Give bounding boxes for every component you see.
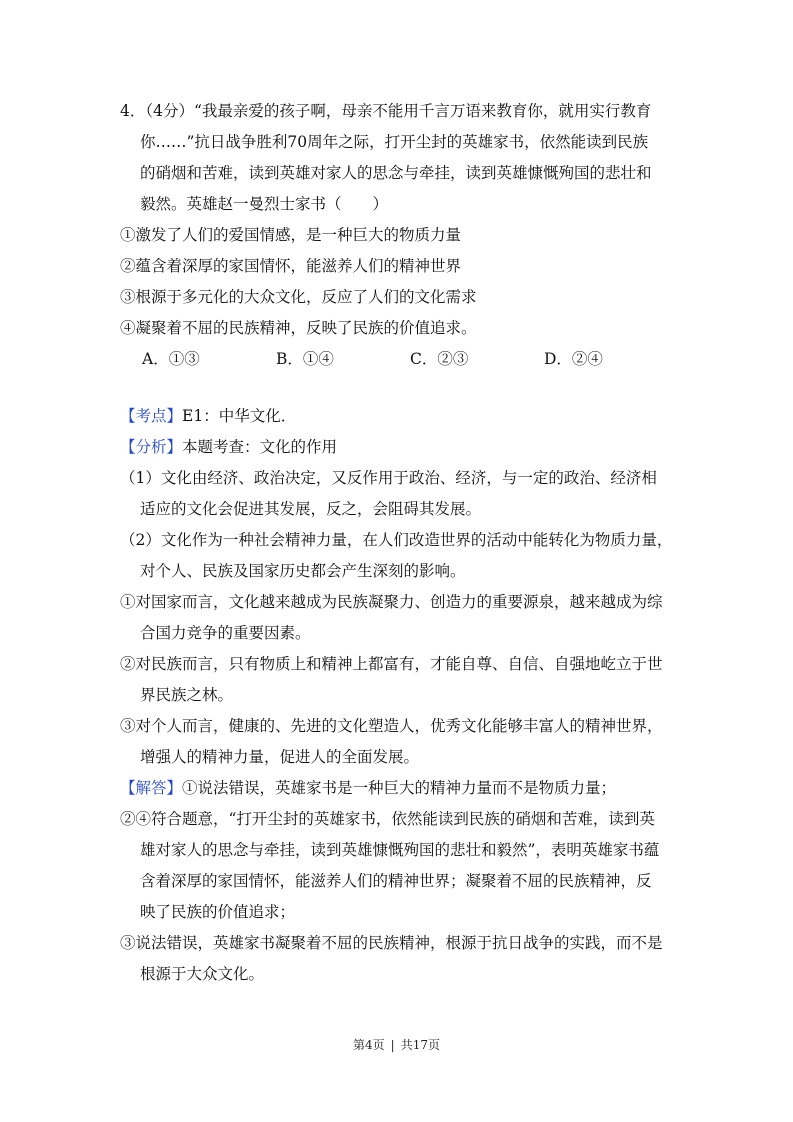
question-score: （4分） — [145, 102, 194, 120]
jieda-paragraph-line: 含着深厚的家国情怀，能滋养人们的精神世界；凝聚着不屈的民族精神，反 — [140, 872, 652, 890]
page-footer — [0, 1036, 793, 1053]
fenxi-text: 本题考查：文化的作用 — [182, 438, 338, 456]
question-number: 4． — [120, 102, 146, 120]
statement-4: ④凝聚着不屈的民族精神，反映了民族的价值追求。 — [120, 319, 477, 337]
option-b: B．①④ — [276, 350, 334, 368]
fenxi-paragraph-line: 适应的文化会促进其发展，反之，会阻碍其发展。 — [140, 500, 482, 518]
fenxi-paragraph-line: ②对民族而言，只有物质上和精神上都富有，才能自尊、自信、自强地屹立于世 — [120, 655, 663, 673]
kaodian-line — [120, 401, 676, 432]
page-number: 第4页 — [353, 1038, 385, 1052]
jieda-label: 【解答】 — [120, 779, 183, 797]
question-stem-line: 毅然。英雄赵一曼烈士家书（ ） — [140, 195, 389, 213]
fenxi-paragraph-line: ③对个人而言，健康的、先进的文化塑造人，优秀文化能够丰富人的精神世界， — [120, 717, 663, 735]
option-a: A．①③ — [142, 350, 200, 368]
fenxi-paragraph-line: 界民族之林。 — [140, 686, 234, 704]
jieda-paragraph-line: 雄对家人的思念与牵挂，读到英雄慷慨殉国的悲壮和毅然”，表明英雄家书蕴 — [140, 841, 660, 859]
question-stem-line: 你……”抗日战争胜利70周年之际，打开尘封的英雄家书，依然能读到民族 — [140, 133, 649, 151]
jieda-paragraph-line: 映了民族的价值追求； — [140, 903, 296, 921]
fenxi-paragraph-line: （2）文化作为一种社会精神力量，在人们改造世界的活动中能转化为物质力量， — [120, 531, 673, 549]
fenxi-paragraph-line: 合国力竞争的重要因素。 — [140, 624, 311, 642]
option-d: D．②④ — [544, 350, 603, 368]
page-total: 共17页 — [400, 1038, 440, 1052]
fenxi-line — [120, 432, 676, 463]
footer-separator: | — [390, 1038, 395, 1052]
question-stem-line: 4．（4分）“我最亲爱的孩子啊，母亲不能用千言万语来教育你，就用实行教育 — [120, 102, 652, 120]
jieda-text: ①说法错误，英雄家书是一种巨大的精神力量而不是物质力量； — [182, 779, 617, 797]
fenxi-label: 【分析】 — [120, 438, 183, 456]
statement-3: ③根源于多元化的大众文化，反应了人们的文化需求 — [120, 288, 477, 306]
fenxi-paragraph-line: ①对国家而言，文化越来越成为民族凝聚力、创造力的重要源泉，越来越成为综 — [120, 593, 663, 611]
statement-2: ②蕴含着深厚的家国情怀，能滋养人们的精神世界 — [120, 257, 462, 275]
jieda-paragraph-line: ②④符合题意，“打开尘封的英雄家书，依然能读到民族的硝烟和苦难，读到英 — [120, 810, 655, 828]
question-stem-line: 的硝烟和苦难，读到英雄对家人的思念与牵挂，读到英雄慷慨殉国的悲壮和 — [140, 164, 652, 182]
content — [120, 96, 676, 990]
jieda-paragraph-line: ③说法错误，英雄家书凝聚着不屈的民族精神，根源于抗日战争的实践，而不是 — [120, 934, 663, 952]
kaodian-text: E1：中华文化． — [182, 407, 297, 425]
kaodian-label: 【考点】 — [120, 407, 183, 425]
statement-1: ①激发了人们的爱国情感，是一种巨大的物质力量 — [120, 226, 462, 244]
fenxi-paragraph-line: 对个人、民族及国家历史都会产生深刻的影响。 — [140, 562, 466, 580]
fenxi-paragraph-line: 增强人的精神力量，促进人的全面发展。 — [140, 748, 420, 766]
option-c: C．②③ — [410, 350, 469, 368]
jieda-line — [120, 773, 676, 804]
fenxi-paragraph-line: （1）文化由经济、政治决定，又反作用于政治、经济，与一定的政治、经济相 — [120, 469, 657, 487]
jieda-paragraph-line: 根源于大众文化。 — [140, 965, 265, 983]
answer-options — [120, 344, 676, 375]
